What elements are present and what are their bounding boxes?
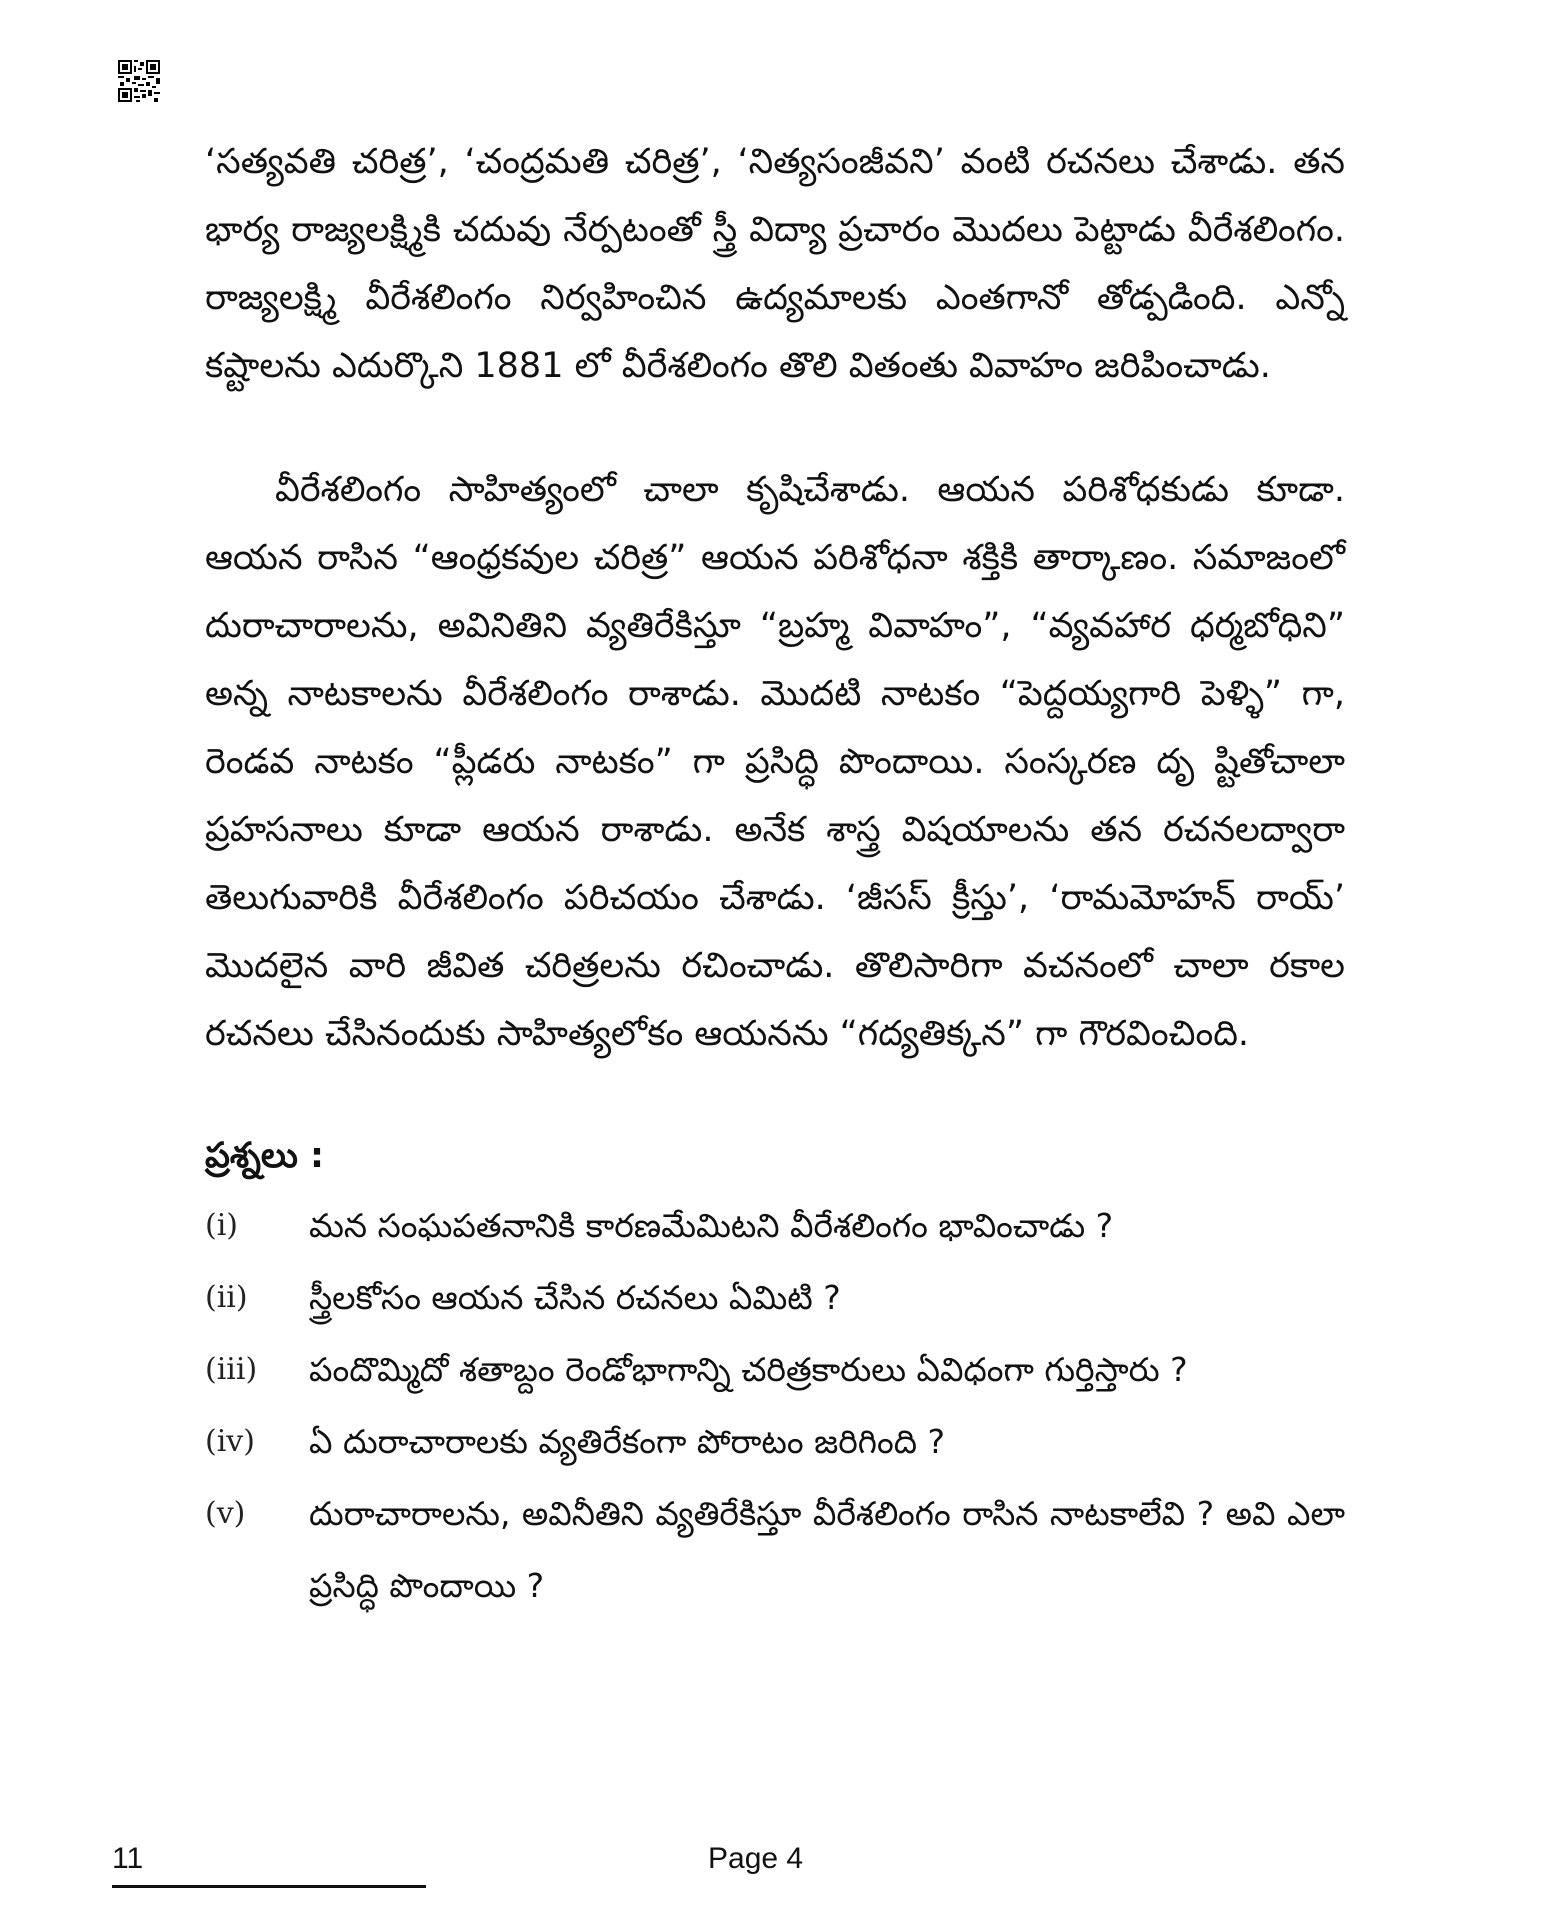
question-text: ఏ దురాచారాలకు వ్యతిరేకంగా పోరాటం జరిగింది ? bbox=[309, 1422, 946, 1461]
question-item bbox=[205, 1262, 1345, 1334]
footer-divider bbox=[112, 1885, 426, 1888]
question-text: దురాచారాలను, అవినీతిని వ్యతిరేకిస్తూ వీరేశలింగం రాసిన నాటకాలేవి ? అవి ఎలా ప్రసిద్ధి పొందాయి ? bbox=[309, 1494, 1345, 1605]
question-text: స్త్రీలకోసం ఆయన చేసిన రచనలు ఏమిటి ? bbox=[309, 1278, 841, 1317]
question-item bbox=[205, 1478, 1345, 1622]
question-item bbox=[205, 1334, 1345, 1406]
question-number: (v) bbox=[205, 1496, 246, 1531]
question-number: (iv) bbox=[205, 1424, 255, 1459]
passage-paragraph-1: ‘సత్యవతి చరిత్ర’, ‘చంద్రమతి చరిత్ర’, ‘నిత్యసంజీవని’ వంటి రచనలు చేశాడు. తన భార్య రాజ్యలక్ష్మికి చదువు నేర్పటంతో స్త్రీ విద్యా ప్రచారం మొదలు పెట్టాడు వీరేశలింగం. రాజ్యలక్ష్మి వీరేశలింగం నిర్వహించిన ఉద్యమాలకు ఎంతగానో తోడ్పడింది. ఎన్నో కష్టాలను ఎదుర్కొని 1881 లో వీరేశలింగం తొలి వితంతు వివాహం జరిపించాడు. bbox=[205, 142, 1345, 386]
question-number: (ii) bbox=[205, 1280, 248, 1315]
qr-code-icon bbox=[118, 60, 160, 102]
passage-paragraph-2: వీరేశలింగం సాహిత్యంలో చాలా కృషిచేశాడు. ఆయన పరిశోధకుడు కూడా. ఆయన రాసిన “ఆంధ్రకవుల చరిత్ర” ఆయన పరిశోధనా శక్తికి తార్కాణం. సమాజంలో దురాచారాలను, అవినితిని వ్యతిరేకిస్తూ “బ్రహ్మ వివాహం”, “వ్యవహార ధర్మబోధిని” అన్న నాటకాలను వీరేశలింగం రాశాడు. మొదటి నాటకం “పెద్దయ్యగారి పెళ్ళి” గా, రెండవ నాటకం “ప్లీడరు నాటకం” గా ప్రసిద్ధి పొందాయి. సంస్కరణ దృ ష్టితోచాలా ప్రహసనాలు కూడా ఆయన రాశాడు. అనేక శాస్త్ర విషయాలను తన రచనలద్వారా తెలుగువారికి వీరేశలింగం పరిచయం చేశాడు. ‘జీసస్ క్రీస్తు’, ‘రామమోహన్ రాయ్’ మొదలైన వారి జీవిత చరిత్రలను రచించాడు. తొలిసారిగా వచనంలో చాలా రకాల రచనలు చేసినందుకు సాహిత్యలోకం ఆయనను “గద్యతిక్కన” గా గౌరవించింది. bbox=[205, 470, 1345, 1054]
question-text: పందొమ్మిదో శతాబ్దం రెండోభాగాన్ని చరిత్రకారులు ఏవిధంగా గుర్తిస్తారు ? bbox=[309, 1350, 1188, 1389]
questions-heading: ప్రశ్నలు : bbox=[205, 1136, 325, 1176]
question-text: మన సంఘపతనానికి కారణమేమిటని వీరేశలింగం భావించాడు ? bbox=[309, 1206, 1114, 1245]
question-item bbox=[205, 1190, 1345, 1262]
paper-code: 11 bbox=[112, 1842, 144, 1875]
question-number: (iii) bbox=[205, 1352, 258, 1387]
question-item bbox=[205, 1406, 1345, 1478]
page-number: Page 4 bbox=[708, 1842, 804, 1875]
question-number: (i) bbox=[205, 1208, 239, 1243]
document-body bbox=[205, 128, 1345, 1622]
questions-list bbox=[205, 1190, 1345, 1622]
